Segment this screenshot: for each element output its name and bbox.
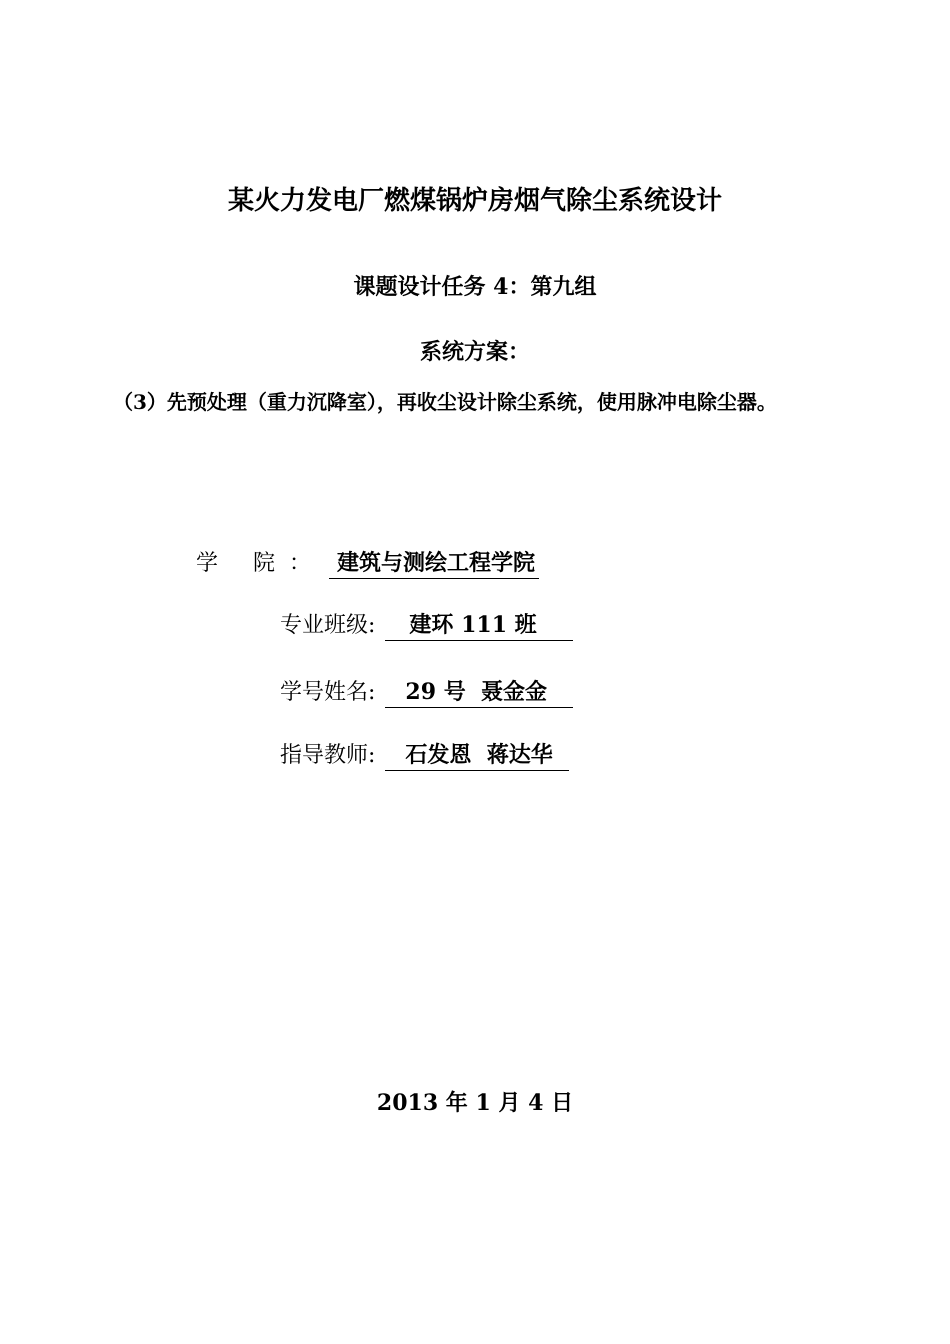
scheme-heading: 系统方案： (419, 339, 530, 365)
class-row (280, 608, 573, 641)
college-row (196, 546, 539, 579)
advisor-value: 石发恩 蒋达华 (385, 738, 568, 771)
advisor-label: 指导教师: (280, 743, 376, 768)
advisor-row (280, 738, 569, 771)
document-date: 2013 年 1 月 4 日 (376, 1090, 574, 1116)
task-subtitle: 课题设计任务 4：第九组 (353, 274, 597, 300)
document-title: 某火力发电厂燃煤锅炉房烟气除尘系统设计 (227, 186, 722, 216)
class-value: 建环 111 班 (385, 608, 572, 641)
student-row (280, 675, 573, 708)
student-value: 29 号 聂金金 (385, 675, 573, 708)
scheme-description: （3）先预处理（重力沉降室），再收尘设计除尘系统，使用脉冲电除尘器。 (113, 390, 777, 414)
class-label: 专业班级: (280, 613, 376, 638)
college-value: 建筑与测绘工程学院 (329, 546, 539, 579)
student-label: 学号姓名: (280, 680, 376, 705)
college-label: 学 院： (196, 551, 325, 576)
